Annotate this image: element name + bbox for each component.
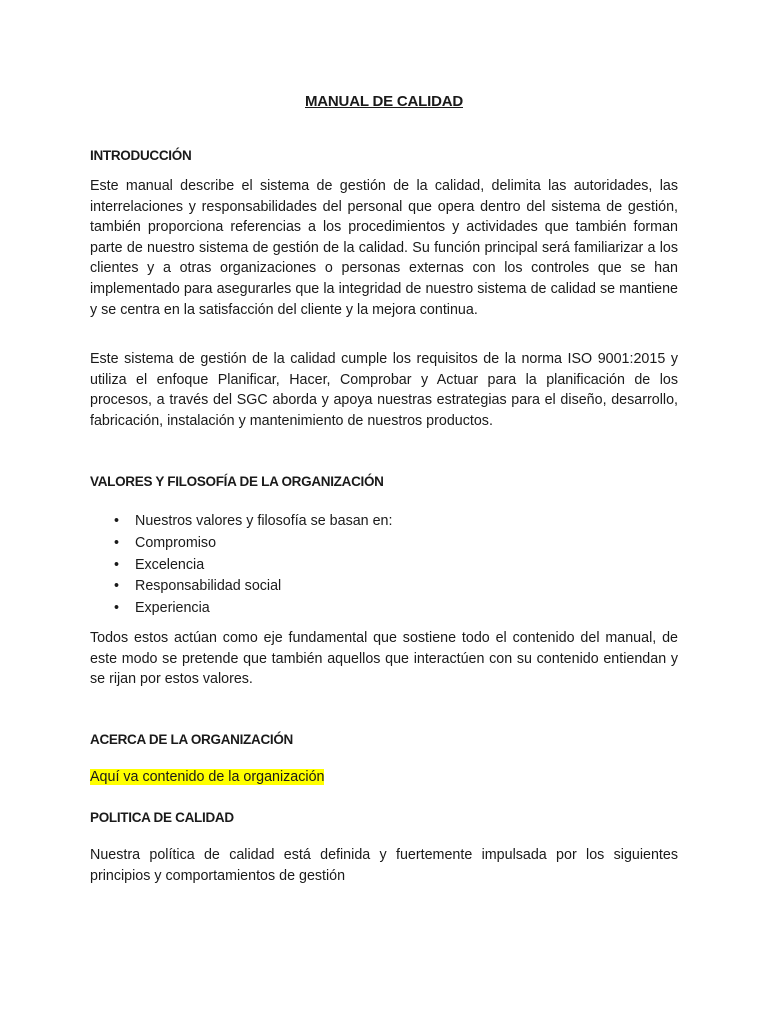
list-item-text: Experiencia — [135, 600, 210, 617]
about-heading: ACERCA DE LA ORGANIZACIÓN — [90, 732, 293, 747]
bullet-icon: • — [114, 534, 120, 551]
bullet-icon: • — [114, 513, 120, 529]
list-item — [90, 533, 678, 555]
highlighted-text: Aquí va contenido de la organización — [90, 769, 325, 785]
intro-paragraph-1: Este manual describe el sistema de gestión de la calidad, delimita las autoridades, las interrelaciones y responsabilidades del personal que opera dentro del sistema de gestión, también proporciona referencias a los procedimientos y actividades que también forman parte de nuestro sistema de gestión de la calidad. Su función principal será familiarizar a los clientes y a otras organizaciones o personas externas con los controles que se han implementado para asegurarles que la integridad de nuestro sistema de calidad se mantiene y se centra en la satisfacción del cliente y la mejora continua. — [90, 178, 678, 318]
about-placeholder-text — [90, 767, 678, 788]
intro-heading: INTRODUCCIÓN — [90, 148, 192, 163]
policy-paragraph: Nuestra política de calidad está definida y fuertemente impulsada por los siguientes principios y comportamientos de gestión — [90, 847, 678, 884]
list-item — [90, 511, 678, 533]
intro-paragraph-2: Este sistema de gestión de la calidad cumple los requisitos de la norma ISO 9001:2015 y utiliza el enfoque Planificar, Hacer, Comprobar y Actuar para la planificación de los procesos, a través del SGC aborda y apoya nuestras estrategias para el diseño, desarrollo, fabricación, instalación y mantenimiento de nuestros productos. — [90, 351, 678, 429]
list-item — [90, 576, 678, 598]
bullet-icon: • — [114, 556, 120, 573]
list-item — [90, 598, 678, 620]
values-paragraph: Todos estos actúan como eje fundamental que sostiene todo el contenido del manual, de este modo se pretende que también aquellos que interactúen con su contenido entiendan y se rijan por estos valores. — [90, 630, 678, 688]
list-item-text: Nuestros valores y filosofía se basan en: — [135, 513, 393, 529]
policy-heading: POLITICA DE CALIDAD — [90, 810, 234, 825]
values-heading: VALORES Y FILOSOFÍA DE LA ORGANIZACIÓN — [90, 474, 384, 489]
list-item-text: Compromiso — [135, 534, 217, 551]
list-item — [90, 555, 678, 577]
page-title: MANUAL DE CALIDAD — [305, 93, 463, 110]
list-item-text: Responsabilidad social — [135, 578, 282, 595]
bullet-icon: • — [114, 600, 120, 617]
bullet-icon: • — [114, 578, 120, 595]
values-list — [90, 511, 678, 620]
list-item-text: Excelencia — [135, 556, 205, 573]
